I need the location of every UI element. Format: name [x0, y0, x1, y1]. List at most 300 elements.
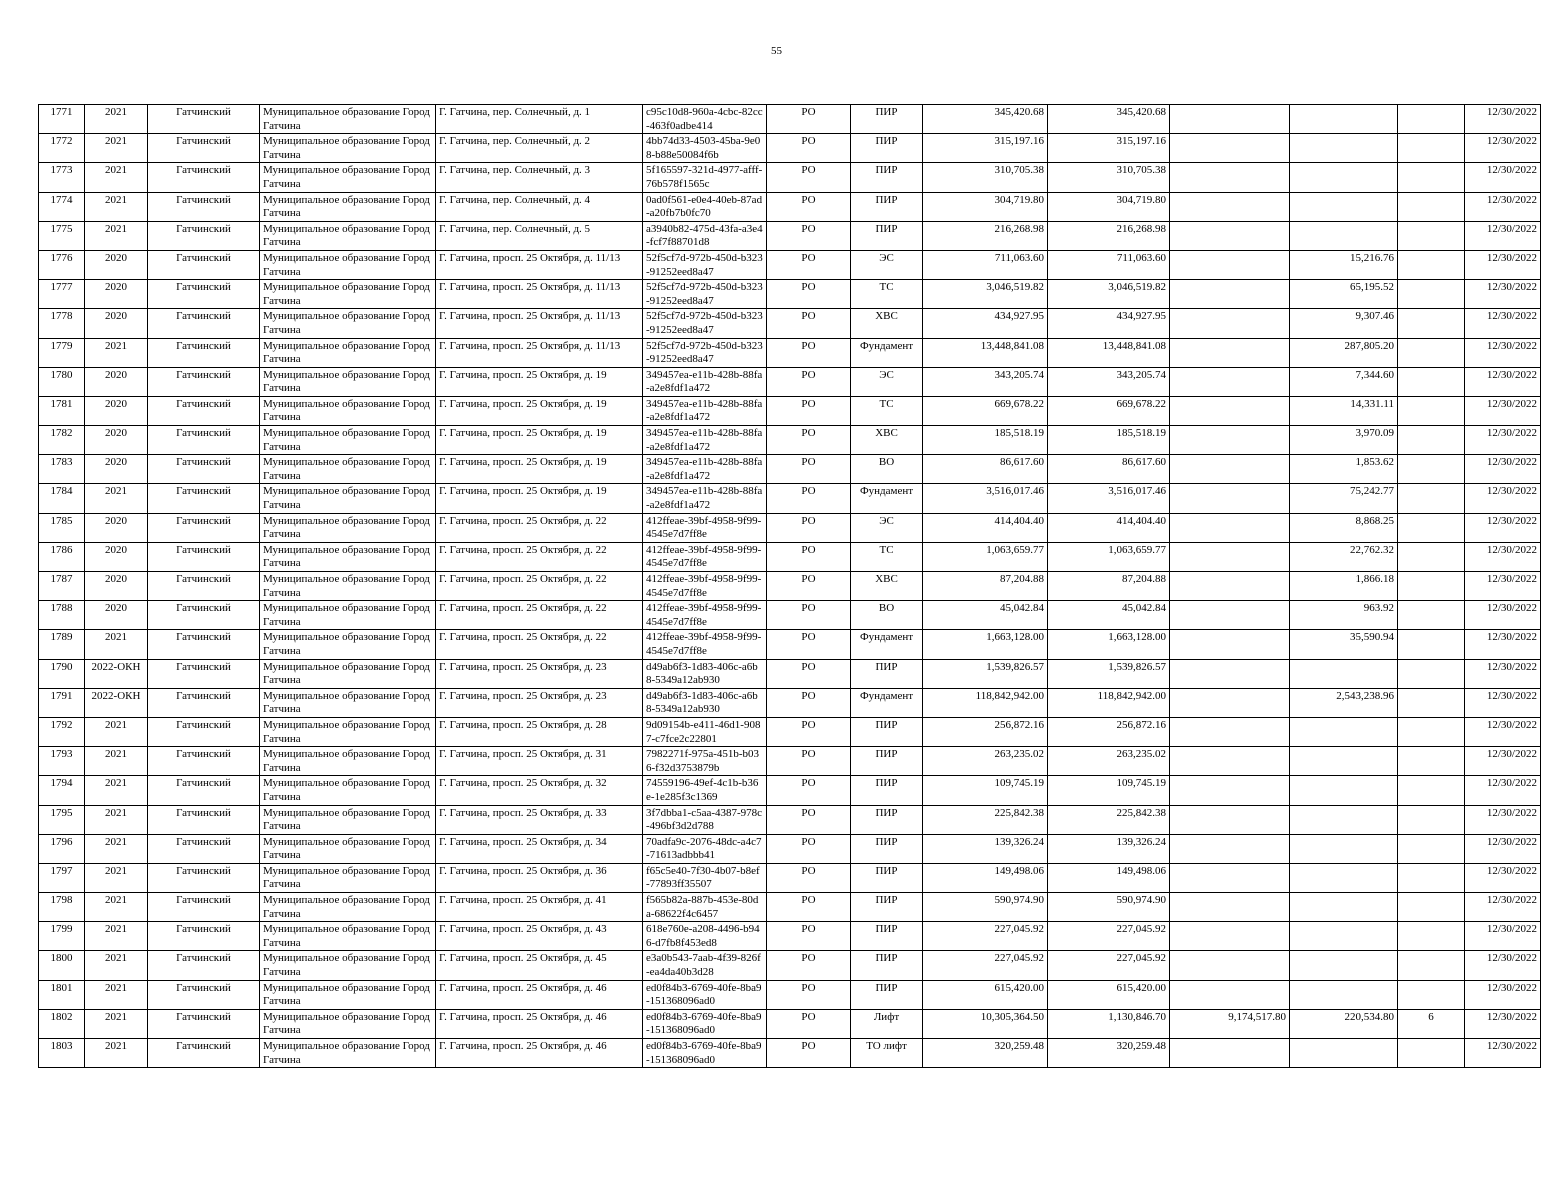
cell-total-cost: 615,420.00: [923, 980, 1048, 1009]
cell-district: Гатчинский: [148, 688, 260, 717]
cell-cost-other: [1170, 951, 1290, 980]
cell-cost-extra: [1290, 747, 1398, 776]
table-row: [39, 951, 1541, 980]
cell-cost-fund: 1,063,659.77: [1048, 542, 1170, 571]
cell-program-year: 2021: [85, 834, 148, 863]
cell-program-year: 2020: [85, 455, 148, 484]
cell-completion-date: 12/30/2022: [1465, 542, 1541, 571]
cell-cost-extra: 1,853.62: [1290, 455, 1398, 484]
cell-municipality: Муниципальное образование Город Гатчина: [260, 951, 436, 980]
cell-cost-extra: 1,866.18: [1290, 572, 1398, 601]
cell-address: Г. Гатчина, просп. 25 Октября, д. 22: [436, 630, 643, 659]
cell-work-kind: ПИР: [851, 717, 923, 746]
cell-municipality: Муниципальное образование Город Гатчина: [260, 659, 436, 688]
cell-completion-date: 12/30/2022: [1465, 863, 1541, 892]
cell-cost-extra: 14,331.11: [1290, 396, 1398, 425]
cell-count: [1398, 309, 1465, 338]
cell-row-number: 1798: [39, 893, 85, 922]
cell-cost-fund: 711,063.60: [1048, 250, 1170, 279]
cell-district: Гатчинский: [148, 134, 260, 163]
cell-work-type-code: РО: [767, 805, 851, 834]
cell-total-cost: 669,678.22: [923, 396, 1048, 425]
cell-program-year: 2021: [85, 1009, 148, 1038]
cell-work-type-code: РО: [767, 221, 851, 250]
cell-total-cost: 87,204.88: [923, 572, 1048, 601]
cell-district: Гатчинский: [148, 1009, 260, 1038]
cell-municipality: Муниципальное образование Город Гатчина: [260, 192, 436, 221]
cell-work-kind: ЭС: [851, 367, 923, 396]
cell-total-cost: 139,326.24: [923, 834, 1048, 863]
cell-district: Гатчинский: [148, 426, 260, 455]
cell-count: [1398, 134, 1465, 163]
cell-municipality: Муниципальное образование Город Гатчина: [260, 834, 436, 863]
cell-work-kind: Фундамент: [851, 484, 923, 513]
cell-row-number: 1772: [39, 134, 85, 163]
cell-address: Г. Гатчина, просп. 25 Октября, д. 19: [436, 484, 643, 513]
table-row: [39, 221, 1541, 250]
cell-program-year: 2021: [85, 893, 148, 922]
cell-district: Гатчинский: [148, 542, 260, 571]
cell-work-kind: Фундамент: [851, 338, 923, 367]
cell-row-number: 1799: [39, 922, 85, 951]
cell-completion-date: 12/30/2022: [1465, 396, 1541, 425]
cell-cost-fund: 118,842,942.00: [1048, 688, 1170, 717]
cell-municipality: Муниципальное образование Город Гатчина: [260, 426, 436, 455]
cell-work-kind: ПИР: [851, 922, 923, 951]
cell-completion-date: 12/30/2022: [1465, 367, 1541, 396]
cell-total-cost: 304,719.80: [923, 192, 1048, 221]
table-row: [39, 134, 1541, 163]
cell-work-type-code: РО: [767, 630, 851, 659]
cell-cost-fund: 13,448,841.08: [1048, 338, 1170, 367]
cell-municipality: Муниципальное образование Город Гатчина: [260, 717, 436, 746]
cell-count: [1398, 688, 1465, 717]
cell-completion-date: 12/30/2022: [1465, 951, 1541, 980]
cell-count: [1398, 863, 1465, 892]
cell-program-year: 2020: [85, 250, 148, 279]
cell-row-number: 1788: [39, 601, 85, 630]
cell-work-type-code: РО: [767, 134, 851, 163]
table-row: [39, 659, 1541, 688]
cell-work-type-code: РО: [767, 1039, 851, 1068]
table-row: [39, 396, 1541, 425]
cell-house-guid: 349457ea-e11b-428b-88fa-a2e8fdf1a472: [643, 484, 767, 513]
cell-district: Гатчинский: [148, 893, 260, 922]
cell-district: Гатчинский: [148, 250, 260, 279]
cell-total-cost: 10,305,364.50: [923, 1009, 1048, 1038]
cell-work-kind: ПИР: [851, 192, 923, 221]
cell-row-number: 1777: [39, 280, 85, 309]
cell-work-kind: ПИР: [851, 863, 923, 892]
cell-house-guid: 349457ea-e11b-428b-88fa-a2e8fdf1a472: [643, 396, 767, 425]
cell-work-kind: ЭС: [851, 513, 923, 542]
cell-count: [1398, 747, 1465, 776]
cell-total-cost: 225,842.38: [923, 805, 1048, 834]
cell-municipality: Муниципальное образование Город Гатчина: [260, 221, 436, 250]
cell-district: Гатчинский: [148, 1039, 260, 1068]
cell-completion-date: 12/30/2022: [1465, 134, 1541, 163]
cell-cost-fund: 109,745.19: [1048, 776, 1170, 805]
cell-work-kind: ТС: [851, 542, 923, 571]
cell-address: Г. Гатчина, пер. Солнечный, д. 5: [436, 221, 643, 250]
cell-completion-date: 12/30/2022: [1465, 513, 1541, 542]
cell-row-number: 1783: [39, 455, 85, 484]
cell-cost-other: [1170, 630, 1290, 659]
cell-address: Г. Гатчина, просп. 25 Октября, д. 45: [436, 951, 643, 980]
cell-house-guid: 74559196-49ef-4c1b-b36e-1e285f3c1369: [643, 776, 767, 805]
cell-cost-fund: 45,042.84: [1048, 601, 1170, 630]
cell-house-guid: 0ad0f561-e0e4-40eb-87ad-a20fb7b0fc70: [643, 192, 767, 221]
cell-program-year: 2021: [85, 805, 148, 834]
cell-total-cost: 13,448,841.08: [923, 338, 1048, 367]
cell-count: [1398, 163, 1465, 192]
cell-work-kind: ТС: [851, 280, 923, 309]
cell-row-number: 1773: [39, 163, 85, 192]
cell-program-year: 2020: [85, 396, 148, 425]
cell-total-cost: 711,063.60: [923, 250, 1048, 279]
cell-row-number: 1801: [39, 980, 85, 1009]
cell-program-year: 2021: [85, 980, 148, 1009]
cell-municipality: Муниципальное образование Город Гатчина: [260, 747, 436, 776]
cell-cost-fund: 1,539,826.57: [1048, 659, 1170, 688]
cell-house-guid: c95c10d8-960a-4cbc-82cc-463f0adbe414: [643, 105, 767, 134]
cell-cost-other: [1170, 134, 1290, 163]
cell-completion-date: 12/30/2022: [1465, 1009, 1541, 1038]
cell-row-number: 1786: [39, 542, 85, 571]
cell-cost-fund: 256,872.16: [1048, 717, 1170, 746]
cell-cost-extra: [1290, 863, 1398, 892]
cell-cost-extra: [1290, 776, 1398, 805]
cell-cost-fund: 590,974.90: [1048, 893, 1170, 922]
cell-completion-date: 12/30/2022: [1465, 980, 1541, 1009]
cell-cost-extra: 15,216.76: [1290, 250, 1398, 279]
cell-program-year: 2020: [85, 572, 148, 601]
cell-cost-other: [1170, 396, 1290, 425]
cell-municipality: Муниципальное образование Город Гатчина: [260, 805, 436, 834]
cell-house-guid: 52f5cf7d-972b-450d-b323-91252eed8a47: [643, 309, 767, 338]
cell-address: Г. Гатчина, просп. 25 Октября, д. 11/13: [436, 250, 643, 279]
cell-row-number: 1778: [39, 309, 85, 338]
cell-work-type-code: РО: [767, 1009, 851, 1038]
cell-address: Г. Гатчина, просп. 25 Октября, д. 36: [436, 863, 643, 892]
cell-cost-fund: 1,130,846.70: [1048, 1009, 1170, 1038]
cell-program-year: 2021: [85, 717, 148, 746]
cell-cost-extra: [1290, 951, 1398, 980]
cell-municipality: Муниципальное образование Город Гатчина: [260, 893, 436, 922]
cell-program-year: 2020: [85, 426, 148, 455]
cell-total-cost: 149,498.06: [923, 863, 1048, 892]
cell-cost-other: [1170, 426, 1290, 455]
cell-cost-other: 9,174,517.80: [1170, 1009, 1290, 1038]
cell-count: [1398, 367, 1465, 396]
cell-cost-extra: 287,805.20: [1290, 338, 1398, 367]
cell-house-guid: ed0f84b3-6769-40fe-8ba9-151368096ad0: [643, 1039, 767, 1068]
cell-district: Гатчинский: [148, 863, 260, 892]
cell-address: Г. Гатчина, просп. 25 Октября, д. 31: [436, 747, 643, 776]
cell-house-guid: 52f5cf7d-972b-450d-b323-91252eed8a47: [643, 280, 767, 309]
cell-district: Гатчинский: [148, 951, 260, 980]
cell-cost-extra: [1290, 221, 1398, 250]
cell-address: Г. Гатчина, просп. 25 Октября, д. 11/13: [436, 309, 643, 338]
cell-cost-other: [1170, 192, 1290, 221]
cell-municipality: Муниципальное образование Город Гатчина: [260, 250, 436, 279]
cell-total-cost: 1,539,826.57: [923, 659, 1048, 688]
cell-row-number: 1796: [39, 834, 85, 863]
table-row: [39, 893, 1541, 922]
cell-cost-fund: 3,046,519.82: [1048, 280, 1170, 309]
cell-municipality: Муниципальное образование Город Гатчина: [260, 922, 436, 951]
cell-house-guid: 412ffeae-39bf-4958-9f99-4545e7d7ff8e: [643, 542, 767, 571]
table-row: [39, 513, 1541, 542]
cell-count: [1398, 893, 1465, 922]
cell-cost-extra: [1290, 163, 1398, 192]
cell-row-number: 1787: [39, 572, 85, 601]
cell-cost-fund: 263,235.02: [1048, 747, 1170, 776]
cell-cost-extra: 35,590.94: [1290, 630, 1398, 659]
cell-house-guid: 5f165597-321d-4977-afff-76b578f1565c: [643, 163, 767, 192]
cell-cost-extra: [1290, 192, 1398, 221]
cell-row-number: 1776: [39, 250, 85, 279]
table-row: [39, 572, 1541, 601]
cell-total-cost: 3,046,519.82: [923, 280, 1048, 309]
cell-cost-other: [1170, 105, 1290, 134]
cell-house-guid: 412ffeae-39bf-4958-9f99-4545e7d7ff8e: [643, 513, 767, 542]
cell-address: Г. Гатчина, просп. 25 Октября, д. 46: [436, 1009, 643, 1038]
cell-total-cost: 256,872.16: [923, 717, 1048, 746]
cell-municipality: Муниципальное образование Город Гатчина: [260, 163, 436, 192]
cell-address: Г. Гатчина, просп. 25 Октября, д. 19: [436, 367, 643, 396]
cell-completion-date: 12/30/2022: [1465, 163, 1541, 192]
cell-district: Гатчинский: [148, 513, 260, 542]
cell-cost-extra: [1290, 134, 1398, 163]
cell-completion-date: 12/30/2022: [1465, 893, 1541, 922]
cell-cost-fund: 615,420.00: [1048, 980, 1170, 1009]
cell-work-type-code: РО: [767, 922, 851, 951]
cell-work-kind: ХВС: [851, 426, 923, 455]
cell-count: [1398, 250, 1465, 279]
cell-cost-other: [1170, 513, 1290, 542]
cell-work-type-code: РО: [767, 717, 851, 746]
cell-completion-date: 12/30/2022: [1465, 309, 1541, 338]
cell-address: Г. Гатчина, просп. 25 Октября, д. 11/13: [436, 280, 643, 309]
cell-total-cost: 414,404.40: [923, 513, 1048, 542]
cell-completion-date: 12/30/2022: [1465, 717, 1541, 746]
cell-completion-date: 12/30/2022: [1465, 659, 1541, 688]
cell-cost-fund: 434,927.95: [1048, 309, 1170, 338]
cell-address: Г. Гатчина, просп. 25 Октября, д. 34: [436, 834, 643, 863]
cell-work-kind: ХВС: [851, 572, 923, 601]
cell-count: [1398, 513, 1465, 542]
cell-cost-fund: 185,518.19: [1048, 426, 1170, 455]
cell-count: [1398, 338, 1465, 367]
cell-municipality: Муниципальное образование Город Гатчина: [260, 1039, 436, 1068]
cell-work-kind: ХВС: [851, 309, 923, 338]
cell-program-year: 2020: [85, 542, 148, 571]
cell-municipality: Муниципальное образование Город Гатчина: [260, 601, 436, 630]
cell-work-kind: ПИР: [851, 134, 923, 163]
table-row: [39, 834, 1541, 863]
cell-district: Гатчинский: [148, 805, 260, 834]
cell-cost-other: [1170, 980, 1290, 1009]
cell-work-type-code: РО: [767, 396, 851, 425]
cell-address: Г. Гатчина, просп. 25 Октября, д. 23: [436, 688, 643, 717]
cell-program-year: 2020: [85, 367, 148, 396]
cell-municipality: Муниципальное образование Город Гатчина: [260, 776, 436, 805]
cell-row-number: 1802: [39, 1009, 85, 1038]
cell-house-guid: e3a0b543-7aab-4f39-826f-ea4da40b3d28: [643, 951, 767, 980]
cell-cost-extra: 963.92: [1290, 601, 1398, 630]
cell-count: [1398, 601, 1465, 630]
cell-work-type-code: РО: [767, 601, 851, 630]
cell-cost-extra: 22,762.32: [1290, 542, 1398, 571]
cell-district: Гатчинский: [148, 776, 260, 805]
cell-count: [1398, 426, 1465, 455]
cell-address: Г. Гатчина, пер. Солнечный, д. 3: [436, 163, 643, 192]
cell-municipality: Муниципальное образование Город Гатчина: [260, 396, 436, 425]
registry-body: [39, 105, 1541, 1068]
cell-house-guid: 70adfa9c-2076-48dc-a4c7-71613adbbb41: [643, 834, 767, 863]
cell-program-year: 2021: [85, 922, 148, 951]
cell-program-year: 2022-ОКН: [85, 659, 148, 688]
table-row: [39, 455, 1541, 484]
cell-program-year: 2020: [85, 513, 148, 542]
cell-cost-extra: [1290, 834, 1398, 863]
cell-work-kind: ТО лифт: [851, 1039, 923, 1068]
cell-count: [1398, 951, 1465, 980]
cell-address: Г. Гатчина, пер. Солнечный, д. 1: [436, 105, 643, 134]
cell-total-cost: 216,268.98: [923, 221, 1048, 250]
table-row: [39, 776, 1541, 805]
cell-total-cost: 263,235.02: [923, 747, 1048, 776]
cell-cost-other: [1170, 455, 1290, 484]
cell-count: [1398, 280, 1465, 309]
cell-work-type-code: РО: [767, 192, 851, 221]
cell-address: Г. Гатчина, просп. 25 Октября, д. 46: [436, 980, 643, 1009]
cell-house-guid: d49ab6f3-1d83-406c-a6b8-5349a12ab930: [643, 688, 767, 717]
cell-completion-date: 12/30/2022: [1465, 601, 1541, 630]
cell-work-kind: ПИР: [851, 805, 923, 834]
cell-cost-fund: 86,617.60: [1048, 455, 1170, 484]
cell-total-cost: 434,927.95: [923, 309, 1048, 338]
cell-address: Г. Гатчина, просп. 25 Октября, д. 22: [436, 542, 643, 571]
cell-cost-fund: 345,420.68: [1048, 105, 1170, 134]
cell-cost-fund: 225,842.38: [1048, 805, 1170, 834]
cell-house-guid: 618e760e-a208-4496-b946-d7fb8f453ed8: [643, 922, 767, 951]
cell-program-year: 2020: [85, 280, 148, 309]
cell-work-kind: ВО: [851, 455, 923, 484]
cell-house-guid: 52f5cf7d-972b-450d-b323-91252eed8a47: [643, 250, 767, 279]
cell-house-guid: 412ffeae-39bf-4958-9f99-4545e7d7ff8e: [643, 630, 767, 659]
registry-table: [38, 104, 1541, 1068]
cell-district: Гатчинский: [148, 192, 260, 221]
cell-district: Гатчинский: [148, 980, 260, 1009]
cell-cost-other: [1170, 280, 1290, 309]
table-row: [39, 1009, 1541, 1038]
table-row: [39, 747, 1541, 776]
cell-program-year: 2021: [85, 134, 148, 163]
cell-work-type-code: РО: [767, 893, 851, 922]
cell-cost-extra: [1290, 717, 1398, 746]
cell-house-guid: d49ab6f3-1d83-406c-a6b8-5349a12ab930: [643, 659, 767, 688]
cell-district: Гатчинский: [148, 484, 260, 513]
cell-completion-date: 12/30/2022: [1465, 338, 1541, 367]
cell-row-number: 1782: [39, 426, 85, 455]
cell-cost-other: [1170, 659, 1290, 688]
cell-cost-extra: [1290, 893, 1398, 922]
cell-address: Г. Гатчина, просп. 25 Октября, д. 22: [436, 572, 643, 601]
cell-cost-other: [1170, 863, 1290, 892]
cell-completion-date: 12/30/2022: [1465, 747, 1541, 776]
cell-row-number: 1771: [39, 105, 85, 134]
cell-cost-other: [1170, 747, 1290, 776]
cell-address: Г. Гатчина, пер. Солнечный, д. 4: [436, 192, 643, 221]
cell-address: Г. Гатчина, просп. 25 Октября, д. 23: [436, 659, 643, 688]
cell-completion-date: 12/30/2022: [1465, 455, 1541, 484]
cell-cost-extra: 9,307.46: [1290, 309, 1398, 338]
cell-program-year: 2021: [85, 776, 148, 805]
cell-count: [1398, 396, 1465, 425]
cell-work-type-code: РО: [767, 688, 851, 717]
cell-completion-date: 12/30/2022: [1465, 922, 1541, 951]
cell-cost-fund: 669,678.22: [1048, 396, 1170, 425]
cell-work-type-code: РО: [767, 513, 851, 542]
table-row: [39, 805, 1541, 834]
cell-count: [1398, 717, 1465, 746]
cell-total-cost: 310,705.38: [923, 163, 1048, 192]
cell-district: Гатчинский: [148, 163, 260, 192]
cell-address: Г. Гатчина, просп. 25 Октября, д. 22: [436, 601, 643, 630]
cell-row-number: 1797: [39, 863, 85, 892]
cell-work-kind: ПИР: [851, 659, 923, 688]
cell-municipality: Муниципальное образование Город Гатчина: [260, 484, 436, 513]
cell-completion-date: 12/30/2022: [1465, 280, 1541, 309]
cell-row-number: 1800: [39, 951, 85, 980]
cell-count: [1398, 484, 1465, 513]
cell-total-cost: 227,045.92: [923, 922, 1048, 951]
cell-work-type-code: РО: [767, 542, 851, 571]
cell-house-guid: 7982271f-975a-451b-b036-f32d3753879b: [643, 747, 767, 776]
table-row: [39, 542, 1541, 571]
cell-house-guid: 52f5cf7d-972b-450d-b323-91252eed8a47: [643, 338, 767, 367]
table-row: [39, 863, 1541, 892]
cell-municipality: Муниципальное образование Город Гатчина: [260, 572, 436, 601]
cell-municipality: Муниципальное образование Город Гатчина: [260, 367, 436, 396]
cell-address: Г. Гатчина, просп. 25 Октября, д. 46: [436, 1039, 643, 1068]
cell-row-number: 1793: [39, 747, 85, 776]
cell-address: Г. Гатчина, просп. 25 Октября, д. 19: [436, 455, 643, 484]
cell-cost-other: [1170, 688, 1290, 717]
cell-work-type-code: РО: [767, 163, 851, 192]
cell-completion-date: 12/30/2022: [1465, 630, 1541, 659]
cell-program-year: 2021: [85, 221, 148, 250]
cell-municipality: Муниципальное образование Город Гатчина: [260, 513, 436, 542]
table-row: [39, 309, 1541, 338]
cell-cost-fund: 149,498.06: [1048, 863, 1170, 892]
cell-row-number: 1791: [39, 688, 85, 717]
cell-cost-other: [1170, 542, 1290, 571]
cell-work-type-code: РО: [767, 484, 851, 513]
cell-work-type-code: РО: [767, 309, 851, 338]
cell-district: Гатчинский: [148, 922, 260, 951]
cell-district: Гатчинский: [148, 309, 260, 338]
cell-cost-extra: 220,534.80: [1290, 1009, 1398, 1038]
table-row: [39, 367, 1541, 396]
table-row: [39, 980, 1541, 1009]
cell-house-guid: 349457ea-e11b-428b-88fa-a2e8fdf1a472: [643, 367, 767, 396]
table-row: [39, 688, 1541, 717]
cell-house-guid: ed0f84b3-6769-40fe-8ba9-151368096ad0: [643, 980, 767, 1009]
cell-work-type-code: РО: [767, 455, 851, 484]
